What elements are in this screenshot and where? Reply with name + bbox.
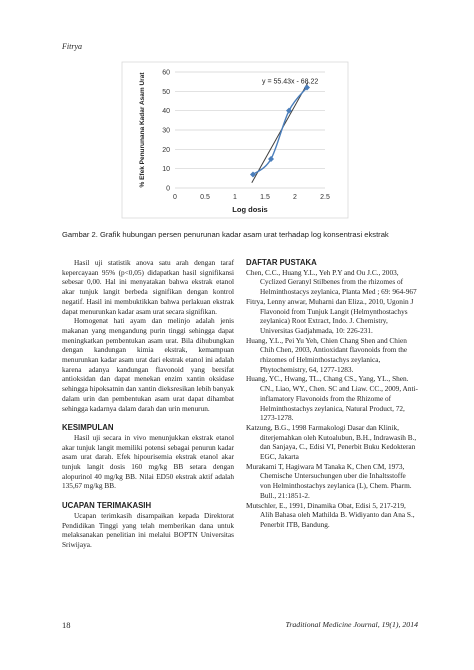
- paragraph-results: Hasil uji statistik anova satu arah dengan taraf kepercayaan 95% (p<0,05) didapatkan hasil signifikansi sebesar 0,00. Hal ini menyatakan bahwa ekstrak etanol akar tunjuk langit berbeda signifikan dengan kontrol negatif. Hasil ini membuktikkan bahwa perlakuan ekstrak dapat menurunkan kadar asam urat secara signifikan.: [62, 258, 234, 316]
- x-tick-label: 2.5: [320, 194, 330, 201]
- left-column: [62, 258, 234, 550]
- y-tick-label: 10: [162, 166, 170, 174]
- x-tick-label: 2: [293, 194, 297, 201]
- y-tick-label: 40: [162, 108, 170, 116]
- trend-equation: y = 55.43x - 68.22: [262, 78, 319, 86]
- reference-item: Chen, C.C., Huang Y.L., Yeh P.Y and Ou J.C., 2003, Cyclized Geranyl Stilbenes from the rhizomes of Helminthostacys zeylanica, Planta Med ; 69: 964-967: [246, 267, 417, 297]
- reference-item: Huang, YC., Hwang, TL., Chang CS., Yang, YL., Shen. CN., Liao, WY., Chen. SC and Liaw. CC., 2009, Anti-inflamatory Flavonoids from the Rhizome of Helminthostachys zeylanica, Natural Product, 72, 1273-1278.: [246, 374, 418, 423]
- paragraph-ucapan: Ucapan terimkasih disampaikan kepada Direktorat Pendidikan Tinggi yang telah memberikan dana untuk melaksanakan penelitian ini melalui BOPTN Universitas Sriwijaya.: [62, 510, 234, 549]
- y-tick-label: 0: [166, 185, 170, 193]
- chart-log-dosis: [120, 60, 350, 220]
- section-title-daftar-pustaka: DAFTAR PUSTAKA: [246, 258, 317, 267]
- x-tick-label: 0: [173, 194, 177, 201]
- y-tick-label: 20: [162, 146, 170, 154]
- x-tick-label: 1: [233, 194, 237, 201]
- running-header: Fitrya: [62, 42, 82, 51]
- reference-item: Katzung, B.G., 1998 Farmakologi Dasar dan Klinik, diterjemahkan oleh Kutoalubun, B.H., Indrawasih B., dan Sanjaya, C., Edisi VI, Penerbit Buku Kedokteran EGC, Jakarta: [246, 422, 417, 462]
- series-line: [253, 87, 307, 174]
- reference-item: Murakami T, Hagiwara M Tanaka K, Chen CM, 1973, Chemische Untersuchungen uber die Inhaltsstoffe von Helminthostachys zeylanica (L), Chem. Pharm. Bull., 21:1851-2.: [246, 461, 412, 500]
- x-tick-label: 1.5: [260, 194, 270, 201]
- paragraph-kesimpulan: Hasil uji secara in vivo menunjukkan ekstrak etanol akar tunjuk langit memiliki potensi sebagai penurun kadar asam urat darah. Efek hipourisemia ekstrak etanol akar tunjuk langit dosis 160 mg/kg BB setara dengan alopurinol 40 mg/kg BB. Nilai ED50 ekstrak aktif adalah 135,67 mg/kg BB.: [62, 432, 234, 491]
- section-title-kesimpulan: KESIMPULAN: [62, 423, 114, 433]
- paragraph-discussion: Homogenat hati ayam dan melinjo adalah jenis makanan yang mengandung purin tinggi sehingga dapat meningkatkan pembentukan asam urat. Bila dihubungkan dengan kandungan kimia ekstrak, kemampuan menurunkan kadar asam urat dari ekstrak etanol ini adalah karena adanya kandungan flavonoid yang bersifat antioksidan dan dapat menekan enzim xantin oksidase sehingga hipoksatnin dan xantin dieksresikan lebih banyak dalam urin dan pembentukan asam urat dapat dihambat sehingga kadarnya dalam darah dan urin menurun.: [62, 316, 234, 413]
- y-tick-label: 60: [162, 69, 170, 77]
- y-tick-label: 30: [162, 127, 170, 135]
- figure-caption: Gambar 2. Grafik hubungan persen penurunan kadar asam urat terhadap log konsentrasi ekstrak: [62, 230, 389, 239]
- right-column: [246, 258, 418, 530]
- x-tick-label: 0.5: [200, 194, 210, 201]
- reference-item: Huang, Y.L., Pei Yu Yeh, Chien Chang Shen and Chien Chih Chen, 2003, Antioxidant flavonoids from the rhizomes of Helminthostachys zeylanica, Phytochemistry, 64, 1277-1283.: [246, 335, 408, 374]
- trend-line: [252, 82, 308, 183]
- reference-item: Mutschler, E., 1991, Dinamika Obat, Edisi 5, 217-219, Alih Bahasa oleh Mathilda B. Widiyanto dan Ana S., Penerbit ITB, Bandung.: [246, 500, 415, 529]
- page-number: 18: [62, 620, 71, 630]
- section-title-ucapan: UCAPAN TERIMAKASIH: [62, 501, 152, 511]
- x-axis-label: Log dosis: [232, 205, 268, 214]
- journal-footer: Traditional Medicine Journal, 19(1), 2014: [285, 620, 418, 629]
- y-axis-label: % Efek Penurunana Kadar Asam Urat: [139, 72, 146, 188]
- y-tick-label: 50: [162, 88, 170, 96]
- reference-item: Fitrya, Lenny anwar, Muharni dan Eliza., 2010, Ugonin J Flavonoid from Tunjuk Langit (Helmynthostachys zeylanica) Root Extract, Indo. J. Chemistry, Universitas Gadjahmada, 10: 226-231.: [246, 296, 414, 335]
